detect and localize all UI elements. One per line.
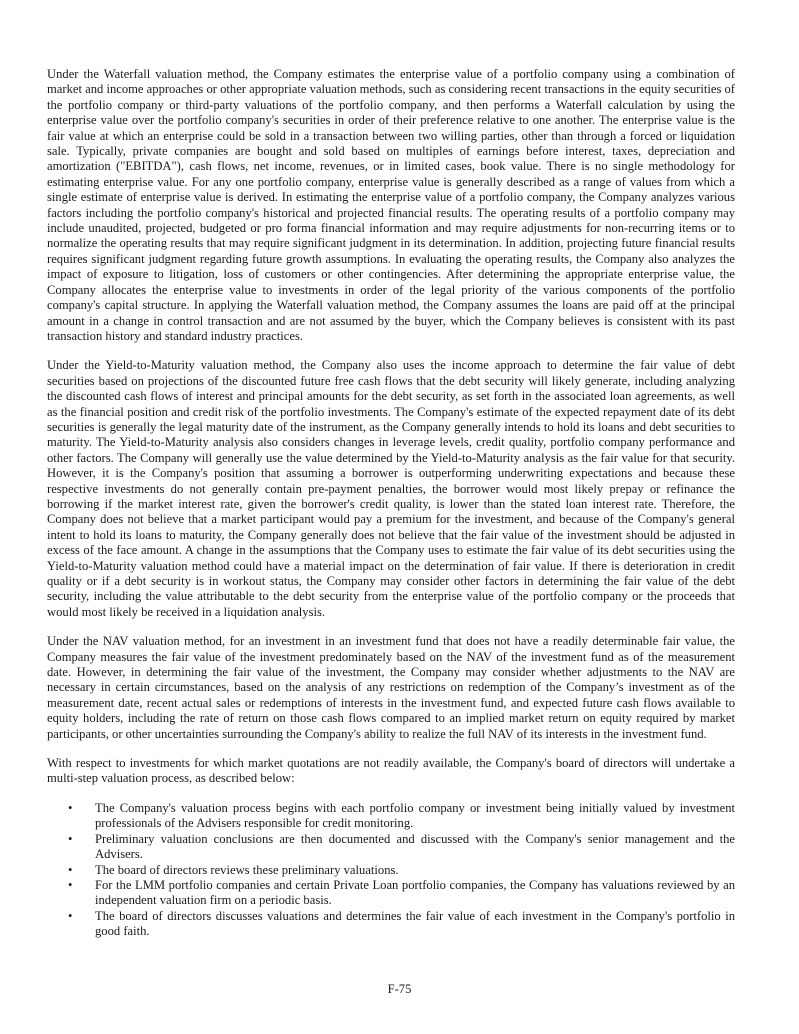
list-item-text: For the LMM portfolio companies and certain Private Loan portfolio companies, the Company has valuations reviewed by an independent valuation firm on a periodic basis. bbox=[95, 877, 735, 908]
page-number: F-75 bbox=[387, 982, 412, 996]
list-item bbox=[47, 801, 735, 832]
bullet-icon: • bbox=[68, 800, 73, 815]
list-item bbox=[47, 832, 735, 863]
list-item bbox=[47, 863, 735, 878]
paragraph-yield-to-maturity-method: Under the Yield-to-Maturity valuation method, the Company also uses the income approach to determine the fair value of debt securities based on projections of the discounted future free cash flows that the debt security will likely generate, including analyzing the discounted cash flows of interest and principal amounts for the debt security, as set forth in the associated loan agreements, as well as the financial position and credit risk of the portfolio investments. The Company's estimate of the expected repayment date of its debt securities is generally the legal maturity date of the instrument, as the Company generally intends to hold its loans and debt securities to maturity. The Yield-to-Maturity analysis also considers changes in leverage levels, credit quality, portfolio company performance and other factors. The Company will generally use the value determined by the Yield-to-Maturity analysis as the fair value for that security. However, it is the Company's position that assuming a borrower is outperforming underwriting expectations and because these respective investments do not generally contain pre-payment penalties, the borrower would most likely prepay or refinance the borrowing if the market interest rate, given the borrower's credit quality, is lower than the stated loan interest rate. Therefore, the Company does not believe that a market participant would pay a premium for the investment, and because of the Company's general intent to hold its loans to maturity, the Company generally does not believe that the fair value of the investment should be adjusted in excess of the face amount. A change in the assumptions that the Company uses to estimate the fair value of its debt securities using the Yield-to-Maturity valuation method could have a material impact on the determination of fair value. If there is deterioration in credit quality or if a debt security is in workout status, the Company may consider other factors in determining the fair value of the debt security, including the value attributable to the debt security from the enterprise value of the portfolio company or the proceeds that would most likely be received in a liquidation analysis. bbox=[47, 358, 735, 619]
bullet-icon: • bbox=[68, 877, 73, 892]
list-item bbox=[47, 909, 735, 940]
list-item bbox=[47, 878, 735, 909]
bullet-icon: • bbox=[68, 908, 73, 923]
list-item-text: Preliminary valuation conclusions are then documented and discussed with the Company's senior management and the Advisers. bbox=[95, 831, 735, 862]
paragraph-nav-method: Under the NAV valuation method, for an investment in an investment fund that does not have a readily determinable fair value, the Company measures the fair value of the investment predominately based on the NAV of the investment fund as of the measurement date. However, in determining the fair value of the investment, the Company may consider whether adjustments to the NAV are necessary in certain circumstances, based on the analysis of any restrictions on redemption of the Company’s investment as of the measurement date, recent actual sales or redemptions of interests in the investment fund, and expected future cash flows available to equity holders, including the rate of return on those cash flows compared to an implied market return on equity required by market participants, or other uncertainties surrounding the Company's ability to realize the full NAV of its interests in the investment fund. bbox=[47, 634, 735, 741]
paragraph-valuation-process-intro: With respect to investments for which market quotations are not readily available, the Company's board of directors will undertake a multi-step valuation process, as described below: bbox=[47, 756, 735, 786]
bullet-icon: • bbox=[68, 862, 73, 877]
list-item-text: The board of directors reviews these preliminary valuations. bbox=[95, 862, 399, 877]
list-item-text: The Company's valuation process begins with each portfolio company or investment being initially valued by investment professionals of the Advisers responsible for credit monitoring. bbox=[95, 800, 735, 831]
list-item-text: The board of directors discusses valuations and determines the fair value of each investment in the Company's portfolio in good faith. bbox=[95, 908, 735, 939]
valuation-process-list bbox=[47, 801, 735, 940]
bullet-icon: • bbox=[68, 831, 73, 846]
paragraph-waterfall-method: Under the Waterfall valuation method, the Company estimates the enterprise value of a portfolio company using a combination of market and income approaches or other appropriate valuation methods, such as considering recent transactions in the equity securities of the portfolio company or third-party valuations of the portfolio company, and then performs a Waterfall calculation by using the enterprise value over the portfolio company's securities in order of their preference relative to one another. The enterprise value is the fair value at which an enterprise could be sold in a transaction between two willing parties, other than through a forced or liquidation sale. Typically, private companies are bought and sold based on multiples of earnings before interest, taxes, depreciation and amortization ("EBITDA"), cash flows, net income, revenues, or in limited cases, book value. There is no single methodology for estimating enterprise value. For any one portfolio company, enterprise value is generally described as a range of values from which a single estimate of enterprise value is derived. In estimating the enterprise value of a portfolio company, the Company analyzes various factors including the portfolio company's historical and projected financial results. The operating results of a portfolio company may include unaudited, projected, budgeted or pro forma financial information and may require adjustments for non-recurring items or to normalize the operating results that may require significant judgment in its determination. In addition, projecting future financial results requires significant judgment regarding future growth assumptions. In evaluating the operating results, the Company also analyzes the impact of exposure to litigation, loss of customers or other contingencies. After determining the appropriate enterprise value, the Company allocates the enterprise value to investments in order of the legal priority of the various components of the portfolio company's capital structure. In applying the Waterfall valuation method, the Company assumes the loans are paid off at the principal amount in a change in control transaction and are not assumed by the buyer, which the Company believes is consistent with its past transaction history and standard industry practices. bbox=[47, 67, 735, 343]
document-page bbox=[47, 67, 735, 940]
